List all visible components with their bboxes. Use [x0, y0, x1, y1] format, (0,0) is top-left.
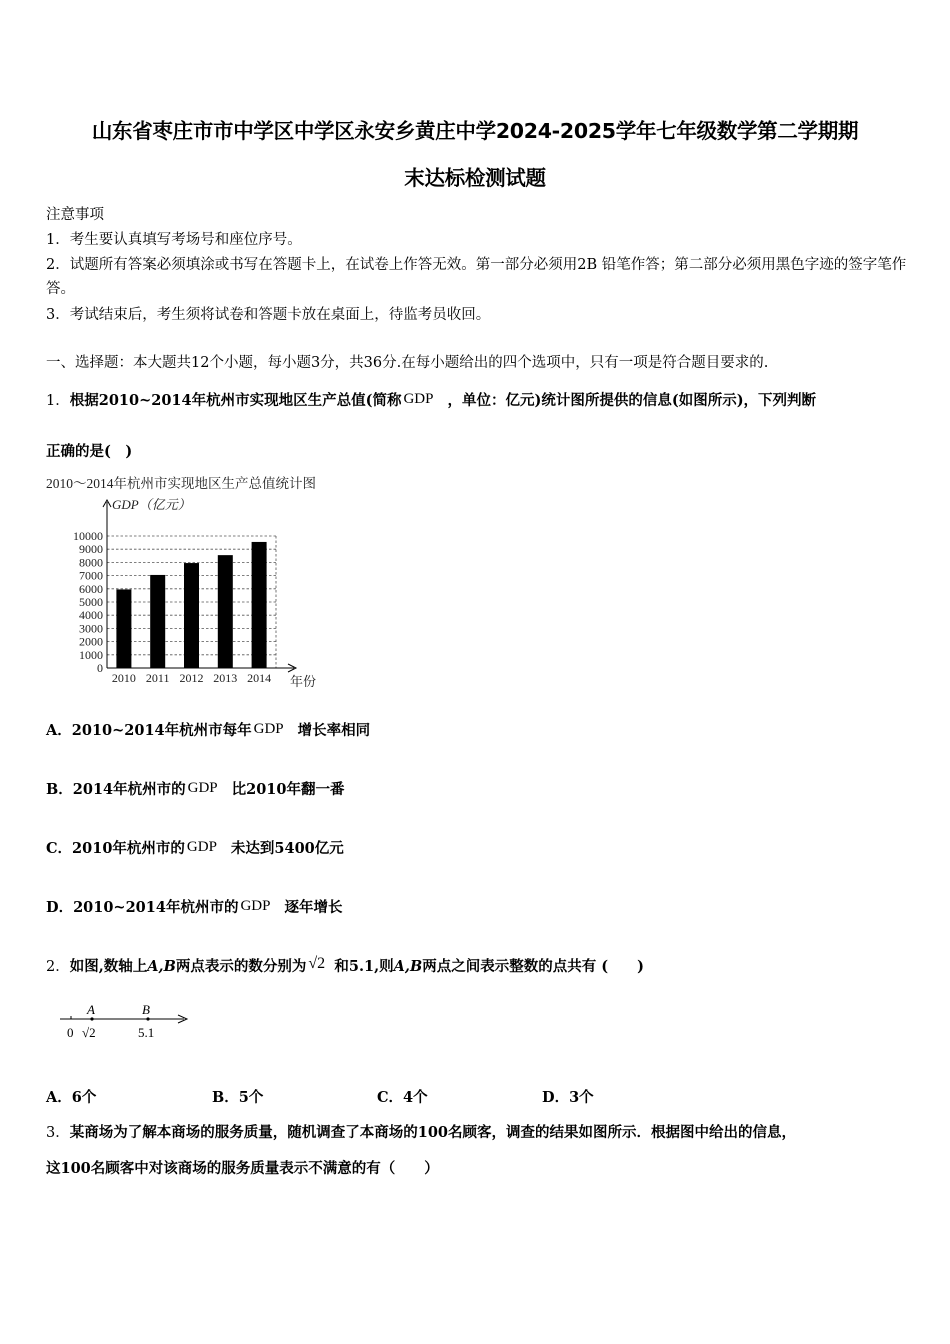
point-b-label: B: [142, 1002, 150, 1017]
section-heading: 一、选择题：本大题共12个小题，每小题3分，共36分.在每小题给出的四个选项中，只有一项是符合题目要求的.: [46, 355, 769, 371]
x-tick-label: 2011: [145, 671, 170, 685]
bar-2013: [218, 555, 233, 668]
chart-title: 2010～2014年杭州市实现地区生产总值统计图: [46, 476, 316, 491]
gdp-term: GDP: [187, 780, 218, 796]
gdp-term: GDP: [186, 839, 217, 855]
question-text: 某商场为了解本商场的服务质量，随机调查了本商场的100名顾客，调查的结果如图所示．根据图中给出的信息，: [69, 1124, 796, 1141]
question-3-stem-line1: [46, 1121, 796, 1142]
option-text: 2010~2014年杭州市的: [73, 899, 239, 916]
question-text: 根据2010~2014年杭州市实现地区生产总值(简称: [69, 392, 402, 409]
question-1-option-b[interactable]: [46, 778, 344, 799]
question-2-option-b[interactable]: B．5个: [212, 1089, 264, 1106]
page-title-line-1: 山东省枣庄市市中学区中学区永安乡黄庄中学2024-2025学年七年级数学第二学期期: [91, 119, 859, 143]
option-label: B．: [46, 781, 73, 798]
option-text: 逐年增长: [284, 899, 343, 916]
chart-y-axis-label: GDP（亿元）: [112, 497, 191, 512]
y-tick-label: 9000: [79, 542, 103, 557]
chart-y-ticks: [73, 529, 103, 675]
b-value-label: 5.1: [138, 1025, 155, 1040]
chart-bars: [116, 542, 266, 668]
question-number: 1．: [46, 393, 70, 409]
y-tick-label: 8000: [79, 555, 103, 570]
y-tick-label: 0: [97, 661, 103, 675]
chart-x-ticks: [112, 671, 271, 685]
page-title-line-2: 末达标检测试题: [404, 166, 546, 190]
question-1-stem-line1: [46, 389, 816, 410]
question-2-stem: [46, 955, 644, 976]
sqrt2-label: √2: [82, 1025, 96, 1040]
gdp-bar-chart: [44, 472, 354, 690]
chart-x-axis-label: 年份: [290, 674, 317, 689]
question-text: 和5.1,则: [334, 958, 394, 975]
notice-item-1: 1．考生要认真填写考场号和座位序号。: [46, 232, 302, 248]
question-number: 2．: [46, 959, 70, 975]
y-tick-label: 2000: [79, 634, 103, 649]
point-names: A,B: [393, 958, 423, 975]
question-text: 两点表示的数分别为: [175, 958, 307, 975]
x-tick-label: 2013: [213, 671, 238, 685]
question-text: 两点之间表示整数的点共有 ( ): [422, 958, 644, 975]
question-2-option-c[interactable]: C．4个: [377, 1089, 428, 1106]
y-tick-label: 6000: [79, 581, 103, 596]
chart-axes: [103, 500, 296, 672]
option-label: C．: [46, 840, 73, 857]
y-tick-label: 5000: [79, 595, 103, 609]
option-text: 2014年杭州市的: [72, 781, 186, 798]
notice-heading: 注意事项: [46, 207, 104, 223]
bar-2010: [116, 589, 131, 668]
point-names: A,B: [147, 958, 176, 975]
point-a: [90, 1017, 93, 1020]
question-1-option-c[interactable]: [46, 837, 344, 858]
y-tick-label: 3000: [79, 621, 103, 636]
y-tick-label: 1000: [79, 647, 103, 662]
number-line-figure: [56, 998, 192, 1046]
origin-label: 0: [67, 1025, 74, 1040]
gdp-term: GDP: [240, 898, 271, 914]
option-label: A．: [46, 722, 72, 739]
question-text: 如图,数轴上: [69, 958, 148, 975]
y-tick-label: 10000: [73, 529, 103, 543]
question-1-option-d[interactable]: [46, 896, 342, 917]
question-1-option-a[interactable]: [46, 719, 370, 740]
bar-2014: [252, 542, 267, 668]
question-text: ，单位：亿元)统计图所提供的信息(如图所示)，下列判断: [447, 392, 817, 409]
y-tick-label: 4000: [79, 608, 103, 623]
y-tick-label: 7000: [79, 568, 103, 583]
x-tick-label: 2010: [111, 671, 136, 685]
question-3-stem-line2: 这100名顾客中对该商场的服务质量表示不满意的有（ ）: [46, 1160, 439, 1177]
question-1-stem-line2: 正确的是( ): [46, 443, 133, 460]
gdp-term: GDP: [403, 391, 434, 407]
question-2-option-a[interactable]: A．6个: [46, 1089, 97, 1106]
bar-2012: [184, 563, 199, 668]
point-a-label: A: [87, 1002, 95, 1017]
sqrt2-term: √2: [308, 955, 326, 972]
x-tick-label: 2012: [179, 671, 204, 685]
option-text: 未达到5400亿元: [230, 840, 344, 857]
gdp-term: GDP: [253, 721, 284, 737]
option-label: D．: [46, 899, 74, 916]
question-2-option-d[interactable]: D．3个: [542, 1089, 594, 1106]
notice-item-3: 3．考试结束后，考生须将试卷和答题卡放在桌面上，待监考员收回。: [46, 307, 491, 323]
question-number: 3．: [46, 1125, 70, 1141]
option-text: 2010年杭州市的: [72, 840, 185, 857]
bar-2011: [150, 575, 165, 668]
notice-item-2: 2．试题所有答案必须填涂或书写在答题卡上，在试卷上作答无效。第一部分必须用2B 铅笔作答；第二部分必须用黑色字迹的签字笔作答。: [46, 257, 907, 297]
option-text: 2010~2014年杭州市每年: [71, 722, 252, 739]
option-text: 比2010年翻一番: [231, 781, 345, 798]
x-tick-label: 2014: [247, 671, 272, 685]
point-b: [146, 1017, 149, 1020]
option-text: 增长率相同: [297, 722, 371, 739]
